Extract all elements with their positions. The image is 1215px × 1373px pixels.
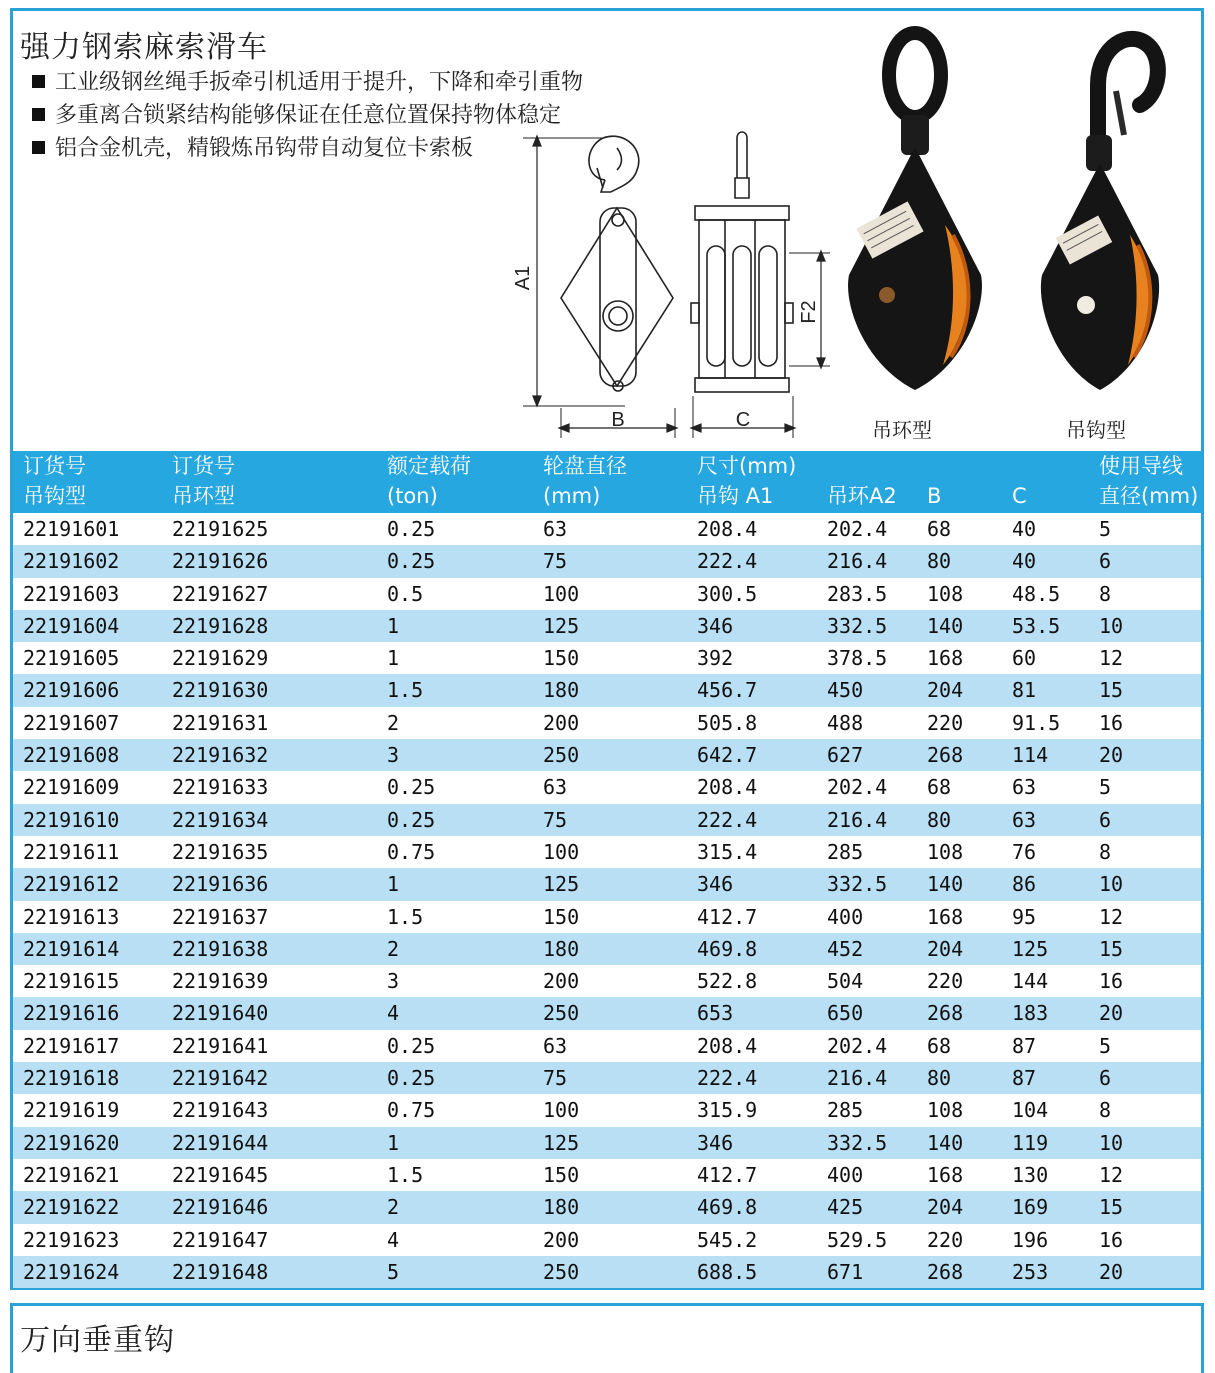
- cell-order-no-hook: 22191604: [23, 613, 120, 638]
- cell-a2: 452: [827, 936, 864, 961]
- cell-wire-diameter: 5: [1099, 517, 1112, 541]
- cell-order-no-eye: 22191626: [172, 549, 269, 574]
- eye-type-label: 吊环型: [872, 418, 932, 442]
- table-row: [13, 836, 1201, 868]
- dim-label-a1: A1: [512, 265, 534, 291]
- cell-c: 95: [1012, 904, 1037, 929]
- cell-a1: 208.4: [697, 1033, 758, 1058]
- hook-type-label: 吊钩型: [1066, 418, 1126, 442]
- cell-a2: 400: [827, 904, 864, 929]
- cell-wire-diameter: 20: [1099, 1259, 1124, 1284]
- cell-sheave-diameter: 200: [543, 969, 580, 994]
- cell-wire-diameter: 10: [1099, 1130, 1124, 1155]
- cell-b: 220: [927, 1227, 964, 1252]
- cell-wire-diameter: 16: [1099, 1227, 1124, 1252]
- table-row: [13, 1094, 1201, 1126]
- table-row: [13, 513, 1201, 545]
- bullet-square-icon: [32, 108, 45, 121]
- next-section-panel: [10, 1303, 1204, 1373]
- feature-item: 工业级钢丝绳手扳牵引机适用于提升，下降和牵引重物: [32, 66, 583, 99]
- cell-rated-load: 4: [387, 1227, 400, 1252]
- cell-a2: 450: [827, 678, 864, 703]
- cell-order-no-eye: 22191640: [172, 1001, 269, 1026]
- cell-order-no-hook: 22191602: [23, 549, 120, 574]
- cell-b: 204: [927, 678, 964, 703]
- cell-rated-load: 0.25: [387, 517, 436, 541]
- cell-c: 119: [1012, 1130, 1049, 1155]
- cell-a2: 283.5: [827, 581, 888, 606]
- cell-wire-diameter: 6: [1099, 1066, 1112, 1091]
- cell-c: 60: [1012, 646, 1037, 671]
- table-row: [13, 674, 1201, 706]
- cell-rated-load: 1: [387, 1130, 400, 1155]
- cell-a2: 650: [827, 1001, 864, 1026]
- cell-sheave-diameter: 180: [543, 678, 580, 703]
- cell-order-no-eye: 22191625: [172, 517, 269, 541]
- cell-rated-load: 1: [387, 872, 400, 897]
- cell-a2: 202.4: [827, 517, 888, 541]
- header-size: 尺寸(mm) 吊钩 A1: [697, 454, 797, 508]
- cell-order-no-hook: 22191616: [23, 1001, 120, 1026]
- cell-b: 108: [927, 1098, 964, 1123]
- cell-rated-load: 0.5: [387, 581, 424, 606]
- cell-a2: 378.5: [827, 646, 888, 671]
- cell-order-no-eye: 22191633: [172, 775, 269, 800]
- header-sheave-diameter: 轮盘直径 (mm): [543, 454, 627, 508]
- cell-c: 86: [1012, 872, 1037, 897]
- cell-a1: 346: [697, 872, 734, 897]
- cell-sheave-diameter: 200: [543, 710, 580, 735]
- cell-c: 183: [1012, 1001, 1049, 1026]
- cell-order-no-eye: 22191644: [172, 1130, 269, 1155]
- feature-item: 铝合金机壳，精锻炼吊钩带自动复位卡索板: [32, 132, 583, 165]
- cell-order-no-eye: 22191635: [172, 839, 269, 864]
- cell-order-no-eye: 22191639: [172, 969, 269, 994]
- cell-b: 168: [927, 646, 964, 671]
- table-row: [13, 1224, 1201, 1256]
- cell-order-no-hook: 22191607: [23, 710, 120, 735]
- cell-a1: 522.8: [697, 969, 758, 994]
- cell-rated-load: 5: [387, 1259, 400, 1284]
- eye-pulley-photo: [835, 25, 995, 400]
- cell-order-no-hook: 22191613: [23, 904, 120, 929]
- cell-sheave-diameter: 125: [543, 613, 580, 638]
- cell-order-no-hook: 22191605: [23, 646, 120, 671]
- cell-wire-diameter: 12: [1099, 904, 1124, 929]
- cell-a2: 488: [827, 710, 864, 735]
- cell-wire-diameter: 8: [1099, 581, 1112, 606]
- cell-sheave-diameter: 125: [543, 1130, 580, 1155]
- cell-a2: 216.4: [827, 807, 888, 832]
- cell-a1: 545.2: [697, 1227, 758, 1252]
- cell-a1: 346: [697, 613, 734, 638]
- cell-rated-load: 0.25: [387, 807, 436, 832]
- table-body: [13, 513, 1201, 1288]
- cell-rated-load: 0.75: [387, 839, 436, 864]
- cell-sheave-diameter: 125: [543, 872, 580, 897]
- cell-c: 104: [1012, 1098, 1049, 1123]
- cell-order-no-hook: 22191608: [23, 743, 120, 768]
- cell-a1: 346: [697, 1130, 734, 1155]
- cell-wire-diameter: 12: [1099, 646, 1124, 671]
- cell-order-no-hook: 22191622: [23, 1195, 120, 1220]
- cell-a2: 216.4: [827, 1066, 888, 1091]
- pulley-side-drawing: [505, 128, 700, 438]
- table-row: [13, 545, 1201, 577]
- cell-order-no-eye: 22191636: [172, 872, 269, 897]
- table-header: [13, 451, 1201, 513]
- cell-sheave-diameter: 250: [543, 1259, 580, 1284]
- table-row: [13, 933, 1201, 965]
- cell-wire-diameter: 6: [1099, 549, 1112, 574]
- cell-rated-load: 0.25: [387, 1033, 436, 1058]
- cell-c: 76: [1012, 839, 1037, 864]
- cell-sheave-diameter: 180: [543, 936, 580, 961]
- cell-rated-load: 1.5: [387, 904, 424, 929]
- cell-b: 80: [927, 1066, 952, 1091]
- cell-order-no-eye: 22191642: [172, 1066, 269, 1091]
- cell-sheave-diameter: 63: [543, 1033, 568, 1058]
- cell-order-no-eye: 22191632: [172, 743, 269, 768]
- bullet-square-icon: [32, 141, 45, 154]
- cell-rated-load: 4: [387, 1001, 400, 1026]
- cell-wire-diameter: 6: [1099, 807, 1112, 832]
- cell-order-no-hook: 22191603: [23, 581, 120, 606]
- cell-rated-load: 1: [387, 646, 400, 671]
- table-row: [13, 578, 1201, 610]
- cell-a2: 671: [827, 1259, 864, 1284]
- cell-a1: 653: [697, 1001, 734, 1026]
- cell-order-no-hook: 22191609: [23, 775, 120, 800]
- cell-rated-load: 3: [387, 743, 400, 768]
- cell-c: 40: [1012, 549, 1037, 574]
- cell-a1: 222.4: [697, 1066, 758, 1091]
- cell-order-no-hook: 22191615: [23, 969, 120, 994]
- header-c: C: [1012, 484, 1027, 508]
- cell-sheave-diameter: 200: [543, 1227, 580, 1252]
- cell-c: 169: [1012, 1195, 1049, 1220]
- cell-order-no-hook: 22191624: [23, 1259, 120, 1284]
- cell-a1: 456.7: [697, 678, 758, 703]
- cell-a2: 332.5: [827, 613, 888, 638]
- cell-b: 268: [927, 743, 964, 768]
- cell-sheave-diameter: 250: [543, 743, 580, 768]
- cell-order-no-eye: 22191629: [172, 646, 269, 671]
- cell-a1: 505.8: [697, 710, 758, 735]
- table-row: [13, 1159, 1201, 1191]
- cell-a1: 392: [697, 646, 734, 671]
- header-a2: 吊环A2: [827, 484, 897, 508]
- cell-b: 140: [927, 872, 964, 897]
- cell-wire-diameter: 16: [1099, 969, 1124, 994]
- cell-order-no-hook: 22191621: [23, 1162, 120, 1187]
- cell-b: 108: [927, 839, 964, 864]
- cell-a2: 627: [827, 743, 864, 768]
- hook-pulley-photo: [1030, 25, 1180, 400]
- cell-b: 204: [927, 1195, 964, 1220]
- cell-a1: 300.5: [697, 581, 758, 606]
- cell-order-no-eye: 22191637: [172, 904, 269, 929]
- cell-order-no-eye: 22191643: [172, 1098, 269, 1123]
- cell-a2: 425: [827, 1195, 864, 1220]
- cell-sheave-diameter: 100: [543, 839, 580, 864]
- cell-order-no-hook: 22191611: [23, 839, 120, 864]
- cell-order-no-hook: 22191612: [23, 872, 120, 897]
- cell-c: 91.5: [1012, 710, 1061, 735]
- cell-a2: 504: [827, 969, 864, 994]
- cell-b: 80: [927, 549, 952, 574]
- table-row: [13, 965, 1201, 997]
- cell-sheave-diameter: 150: [543, 904, 580, 929]
- cell-wire-diameter: 5: [1099, 1033, 1112, 1058]
- table-row: [13, 1256, 1201, 1288]
- cell-order-no-hook: 22191619: [23, 1098, 120, 1123]
- cell-order-no-eye: 22191646: [172, 1195, 269, 1220]
- cell-wire-diameter: 10: [1099, 613, 1124, 638]
- cell-order-no-eye: 22191630: [172, 678, 269, 703]
- cell-sheave-diameter: 75: [543, 1066, 568, 1091]
- cell-a2: 285: [827, 839, 864, 864]
- cell-c: 63: [1012, 807, 1037, 832]
- cell-a1: 315.9: [697, 1098, 758, 1123]
- cell-order-no-eye: 22191631: [172, 710, 269, 735]
- cell-c: 144: [1012, 969, 1049, 994]
- cell-order-no-hook: 22191610: [23, 807, 120, 832]
- cell-a1: 412.7: [697, 1162, 758, 1187]
- table-row: [13, 1030, 1201, 1062]
- cell-c: 114: [1012, 743, 1049, 768]
- cell-b: 268: [927, 1001, 964, 1026]
- header-b: B: [927, 484, 942, 508]
- header-rated-load: 额定载荷 (ton): [387, 454, 471, 508]
- cell-a1: 688.5: [697, 1259, 758, 1284]
- cell-wire-diameter: 15: [1099, 936, 1124, 961]
- cell-order-no-eye: 22191628: [172, 613, 269, 638]
- cell-a1: 469.8: [697, 1195, 758, 1220]
- cell-order-no-hook: 22191606: [23, 678, 120, 703]
- cell-c: 253: [1012, 1259, 1049, 1284]
- cell-c: 130: [1012, 1162, 1049, 1187]
- cell-c: 87: [1012, 1066, 1037, 1091]
- pulley-front-drawing: [685, 128, 835, 438]
- cell-a2: 216.4: [827, 549, 888, 574]
- cell-a2: 332.5: [827, 872, 888, 897]
- cell-rated-load: 0.25: [387, 549, 436, 574]
- cell-c: 87: [1012, 1033, 1037, 1058]
- cell-rated-load: 0.75: [387, 1098, 436, 1123]
- cell-a1: 222.4: [697, 807, 758, 832]
- section-title: 强力钢索麻索滑车: [20, 30, 268, 65]
- cell-wire-diameter: 15: [1099, 1195, 1124, 1220]
- cell-wire-diameter: 16: [1099, 710, 1124, 735]
- cell-a1: 642.7: [697, 743, 758, 768]
- cell-sheave-diameter: 75: [543, 549, 568, 574]
- cell-order-no-eye: 22191648: [172, 1259, 269, 1284]
- cell-order-no-hook: 22191601: [23, 517, 120, 541]
- cell-b: 204: [927, 936, 964, 961]
- cell-order-no-eye: 22191627: [172, 581, 269, 606]
- cell-wire-diameter: 12: [1099, 1162, 1124, 1187]
- cell-sheave-diameter: 100: [543, 581, 580, 606]
- cell-rated-load: 1.5: [387, 1162, 424, 1187]
- table-row: [13, 771, 1201, 803]
- cell-b: 220: [927, 710, 964, 735]
- cell-order-no-hook: 22191614: [23, 936, 120, 961]
- dim-label-c: C: [735, 409, 751, 431]
- cell-order-no-eye: 22191638: [172, 936, 269, 961]
- cell-b: 268: [927, 1259, 964, 1284]
- cell-order-no-eye: 22191634: [172, 807, 269, 832]
- cell-sheave-diameter: 180: [543, 1195, 580, 1220]
- cell-wire-diameter: 15: [1099, 678, 1124, 703]
- cell-sheave-diameter: 150: [543, 1162, 580, 1187]
- cell-wire-diameter: 5: [1099, 775, 1112, 800]
- cell-a2: 285: [827, 1098, 864, 1123]
- next-section-title: 万向垂重钩: [20, 1323, 175, 1358]
- cell-a2: 400: [827, 1162, 864, 1187]
- cell-wire-diameter: 10: [1099, 872, 1124, 897]
- cell-b: 68: [927, 775, 952, 800]
- cell-a1: 208.4: [697, 517, 758, 541]
- cell-a1: 222.4: [697, 549, 758, 574]
- cell-order-no-hook: 22191623: [23, 1227, 120, 1252]
- cell-sheave-diameter: 63: [543, 517, 568, 541]
- cell-b: 140: [927, 1130, 964, 1155]
- feature-list: [32, 66, 583, 165]
- cell-b: 68: [927, 517, 952, 541]
- cell-a1: 412.7: [697, 904, 758, 929]
- cell-a2: 529.5: [827, 1227, 888, 1252]
- cell-rated-load: 3: [387, 969, 400, 994]
- table-row: [13, 610, 1201, 642]
- table-row: [13, 707, 1201, 739]
- cell-rated-load: 0.25: [387, 1066, 436, 1091]
- bullet-square-icon: [32, 75, 45, 88]
- cell-wire-diameter: 8: [1099, 839, 1112, 864]
- cell-c: 196: [1012, 1227, 1049, 1252]
- table-row: [13, 901, 1201, 933]
- cell-a1: 208.4: [697, 775, 758, 800]
- cell-a2: 202.4: [827, 1033, 888, 1058]
- cell-order-no-hook: 22191618: [23, 1066, 120, 1091]
- cell-b: 220: [927, 969, 964, 994]
- cell-rated-load: 1: [387, 613, 400, 638]
- cell-c: 48.5: [1012, 581, 1061, 606]
- header-order-no-eye: 订货号 吊环型: [172, 454, 235, 508]
- dim-label-b: B: [611, 409, 625, 431]
- cell-rated-load: 1.5: [387, 678, 424, 703]
- cell-order-no-hook: 22191617: [23, 1033, 120, 1058]
- cell-c: 40: [1012, 517, 1037, 541]
- cell-order-no-eye: 22191645: [172, 1162, 269, 1187]
- cell-wire-diameter: 8: [1099, 1098, 1112, 1123]
- cell-b: 140: [927, 613, 964, 638]
- table-row: [13, 1127, 1201, 1159]
- table-row: [13, 804, 1201, 836]
- cell-sheave-diameter: 100: [543, 1098, 580, 1123]
- header-order-no-hook: 订货号 吊钩型: [23, 454, 86, 508]
- table-row: [13, 868, 1201, 900]
- cell-c: 53.5: [1012, 613, 1061, 638]
- table-row: [13, 1191, 1201, 1223]
- cell-wire-diameter: 20: [1099, 743, 1124, 768]
- table-row: [13, 642, 1201, 674]
- cell-b: 68: [927, 1033, 952, 1058]
- cell-c: 125: [1012, 936, 1049, 961]
- dim-label-f2: F2: [798, 300, 820, 324]
- cell-b: 168: [927, 904, 964, 929]
- table-row: [13, 997, 1201, 1029]
- cell-sheave-diameter: 75: [543, 807, 568, 832]
- cell-c: 81: [1012, 678, 1037, 703]
- cell-b: 80: [927, 807, 952, 832]
- cell-rated-load: 0.25: [387, 775, 436, 800]
- cell-a2: 202.4: [827, 775, 888, 800]
- cell-a2: 332.5: [827, 1130, 888, 1155]
- cell-order-no-eye: 22191647: [172, 1227, 269, 1252]
- table-row: [13, 1062, 1201, 1094]
- table-row: [13, 739, 1201, 771]
- cell-b: 108: [927, 581, 964, 606]
- feature-item: 多重离合锁紧结构能够保证在任意位置保持物体稳定: [32, 99, 583, 132]
- cell-rated-load: 2: [387, 1195, 400, 1220]
- cell-a1: 469.8: [697, 936, 758, 961]
- header-wire-diameter: 使用导线 直径(mm): [1099, 454, 1199, 508]
- cell-a1: 315.4: [697, 839, 758, 864]
- cell-b: 168: [927, 1162, 964, 1187]
- cell-order-no-eye: 22191641: [172, 1033, 269, 1058]
- cell-rated-load: 2: [387, 710, 400, 735]
- cell-wire-diameter: 20: [1099, 1001, 1124, 1026]
- cell-rated-load: 2: [387, 936, 400, 961]
- cell-sheave-diameter: 250: [543, 1001, 580, 1026]
- cell-sheave-diameter: 150: [543, 646, 580, 671]
- cell-sheave-diameter: 63: [543, 775, 568, 800]
- cell-order-no-hook: 22191620: [23, 1130, 120, 1155]
- cell-c: 63: [1012, 775, 1037, 800]
